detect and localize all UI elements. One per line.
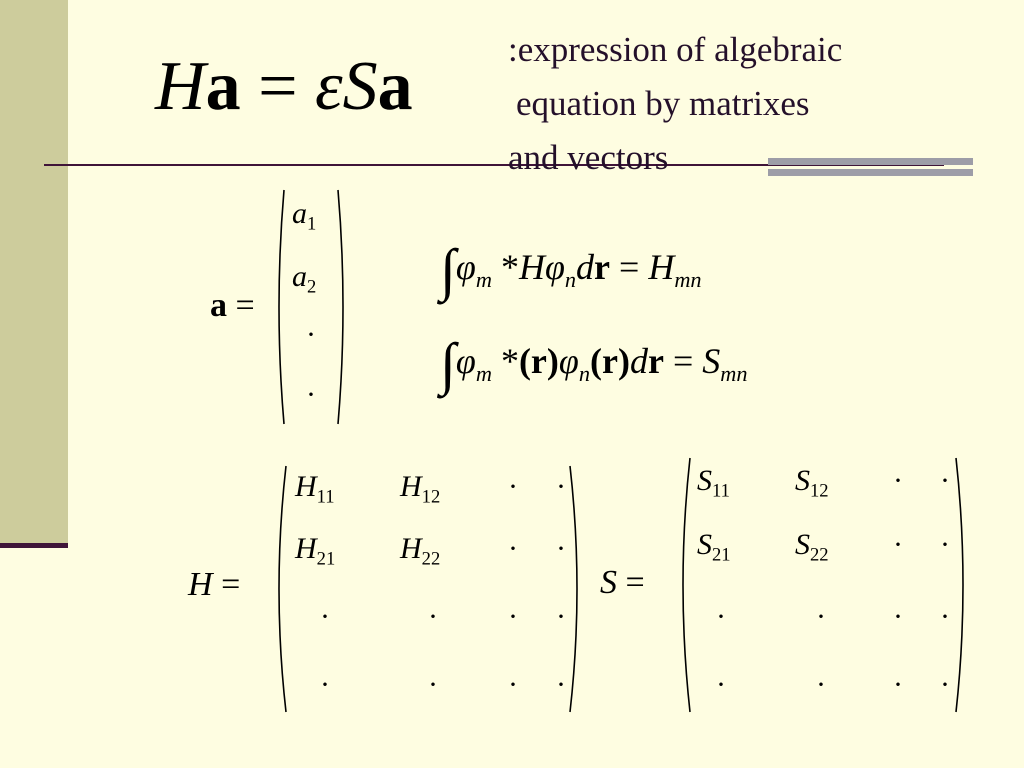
- matrix-H-cell-3-4: ·: [556, 600, 566, 633]
- matrix-H-cell-4-2: ·: [428, 668, 438, 701]
- matrix-S-cell-4-4: ·: [940, 668, 950, 701]
- matrix-H-label: H =: [188, 566, 241, 603]
- vector-a-entry-4: ·: [306, 378, 316, 411]
- matrix-S-cell-1-1: $S_{11}$: [697, 464, 730, 502]
- matrix-S-cell-4-3: ·: [893, 668, 903, 701]
- matrix-H-cell-3-3: ·: [508, 600, 518, 633]
- matrix-S-label: S =: [600, 564, 645, 601]
- matrix-H-cell-1-1: $H_{11}$: [295, 470, 335, 508]
- caption: [508, 23, 842, 185]
- integral-H-equation: $\int\varphi_m$ $*H\varphi_ndr = H_{mn}$: [440, 237, 702, 302]
- title-a-vector: a: [205, 48, 241, 125]
- matrix-S-cell-1-2: $S_{12}$: [795, 464, 829, 502]
- matrix-S-cell-4-1: ·: [716, 668, 726, 701]
- matrix-H-cell-1-4: ·: [556, 470, 566, 503]
- matrix-S-cell-3-2: ·: [816, 600, 826, 633]
- title-equation: [155, 48, 413, 125]
- caption-line-1: :expression of algebraic: [508, 30, 843, 69]
- matrix-S-cell-1-3: ·: [893, 464, 903, 497]
- matrix-S-cell-1-4: ·: [940, 464, 950, 497]
- title-epsilon: ε: [315, 48, 343, 125]
- matrix-H-cell-1-2: $H_{12}$: [400, 470, 441, 508]
- matrix-H-cell-3-2: ·: [428, 600, 438, 633]
- matrix-H-cell-4-4: ·: [556, 668, 566, 701]
- matrix-S-cell-4-2: ·: [816, 668, 826, 701]
- vector-a-entry-2: $a_2$: [292, 260, 317, 298]
- caption-line-2: equation by matrixes: [516, 84, 810, 123]
- matrix-S-cell-3-3: ·: [893, 600, 903, 633]
- title-equals: =: [258, 48, 298, 125]
- matrix-S-cell-2-3: ·: [893, 528, 903, 561]
- side-bar-accent-line: [0, 543, 68, 548]
- matrix-S-cell-3-4: ·: [940, 600, 950, 633]
- caption-line-3: and vectors: [508, 138, 669, 177]
- matrix-H-cell-2-4: ·: [556, 532, 566, 565]
- vector-a-entry-1: $a_1$: [292, 197, 317, 235]
- vector-a-entry-3: ·: [306, 318, 316, 351]
- matrix-S-cell-3-1: ·: [716, 600, 726, 633]
- matrix-H-cell-4-3: ·: [508, 668, 518, 701]
- integral-sign: ∫: [440, 331, 456, 396]
- integral-S-equation: $\int\varphi_m$ $*(r)\varphi_n(r)dr = S_{mn}$: [440, 331, 748, 396]
- matrix-H-cell-4-1: ·: [320, 668, 330, 701]
- matrix-H-cell-1-3: ·: [508, 470, 518, 503]
- title-S: S: [342, 48, 378, 125]
- title-H: H: [155, 48, 206, 125]
- matrix-S-cell-2-1: $S_{21}$: [697, 528, 731, 566]
- matrix-H-cell-2-2: $H_{22}$: [400, 532, 441, 570]
- matrix-H-cell-3-1: ·: [320, 600, 330, 633]
- title-a-vector-rhs: a: [377, 48, 413, 125]
- matrix-S-cell-2-2: $S_{22}$: [795, 528, 829, 566]
- side-bar-decoration: [0, 0, 68, 548]
- matrix-H-cell-2-3: ·: [508, 532, 518, 565]
- matrix-H-cell-2-1: $H_{21}$: [295, 532, 336, 570]
- vector-a-label: a =: [210, 287, 255, 324]
- matrix-S-cell-2-4: ·: [940, 528, 950, 561]
- integral-sign: ∫: [440, 237, 456, 302]
